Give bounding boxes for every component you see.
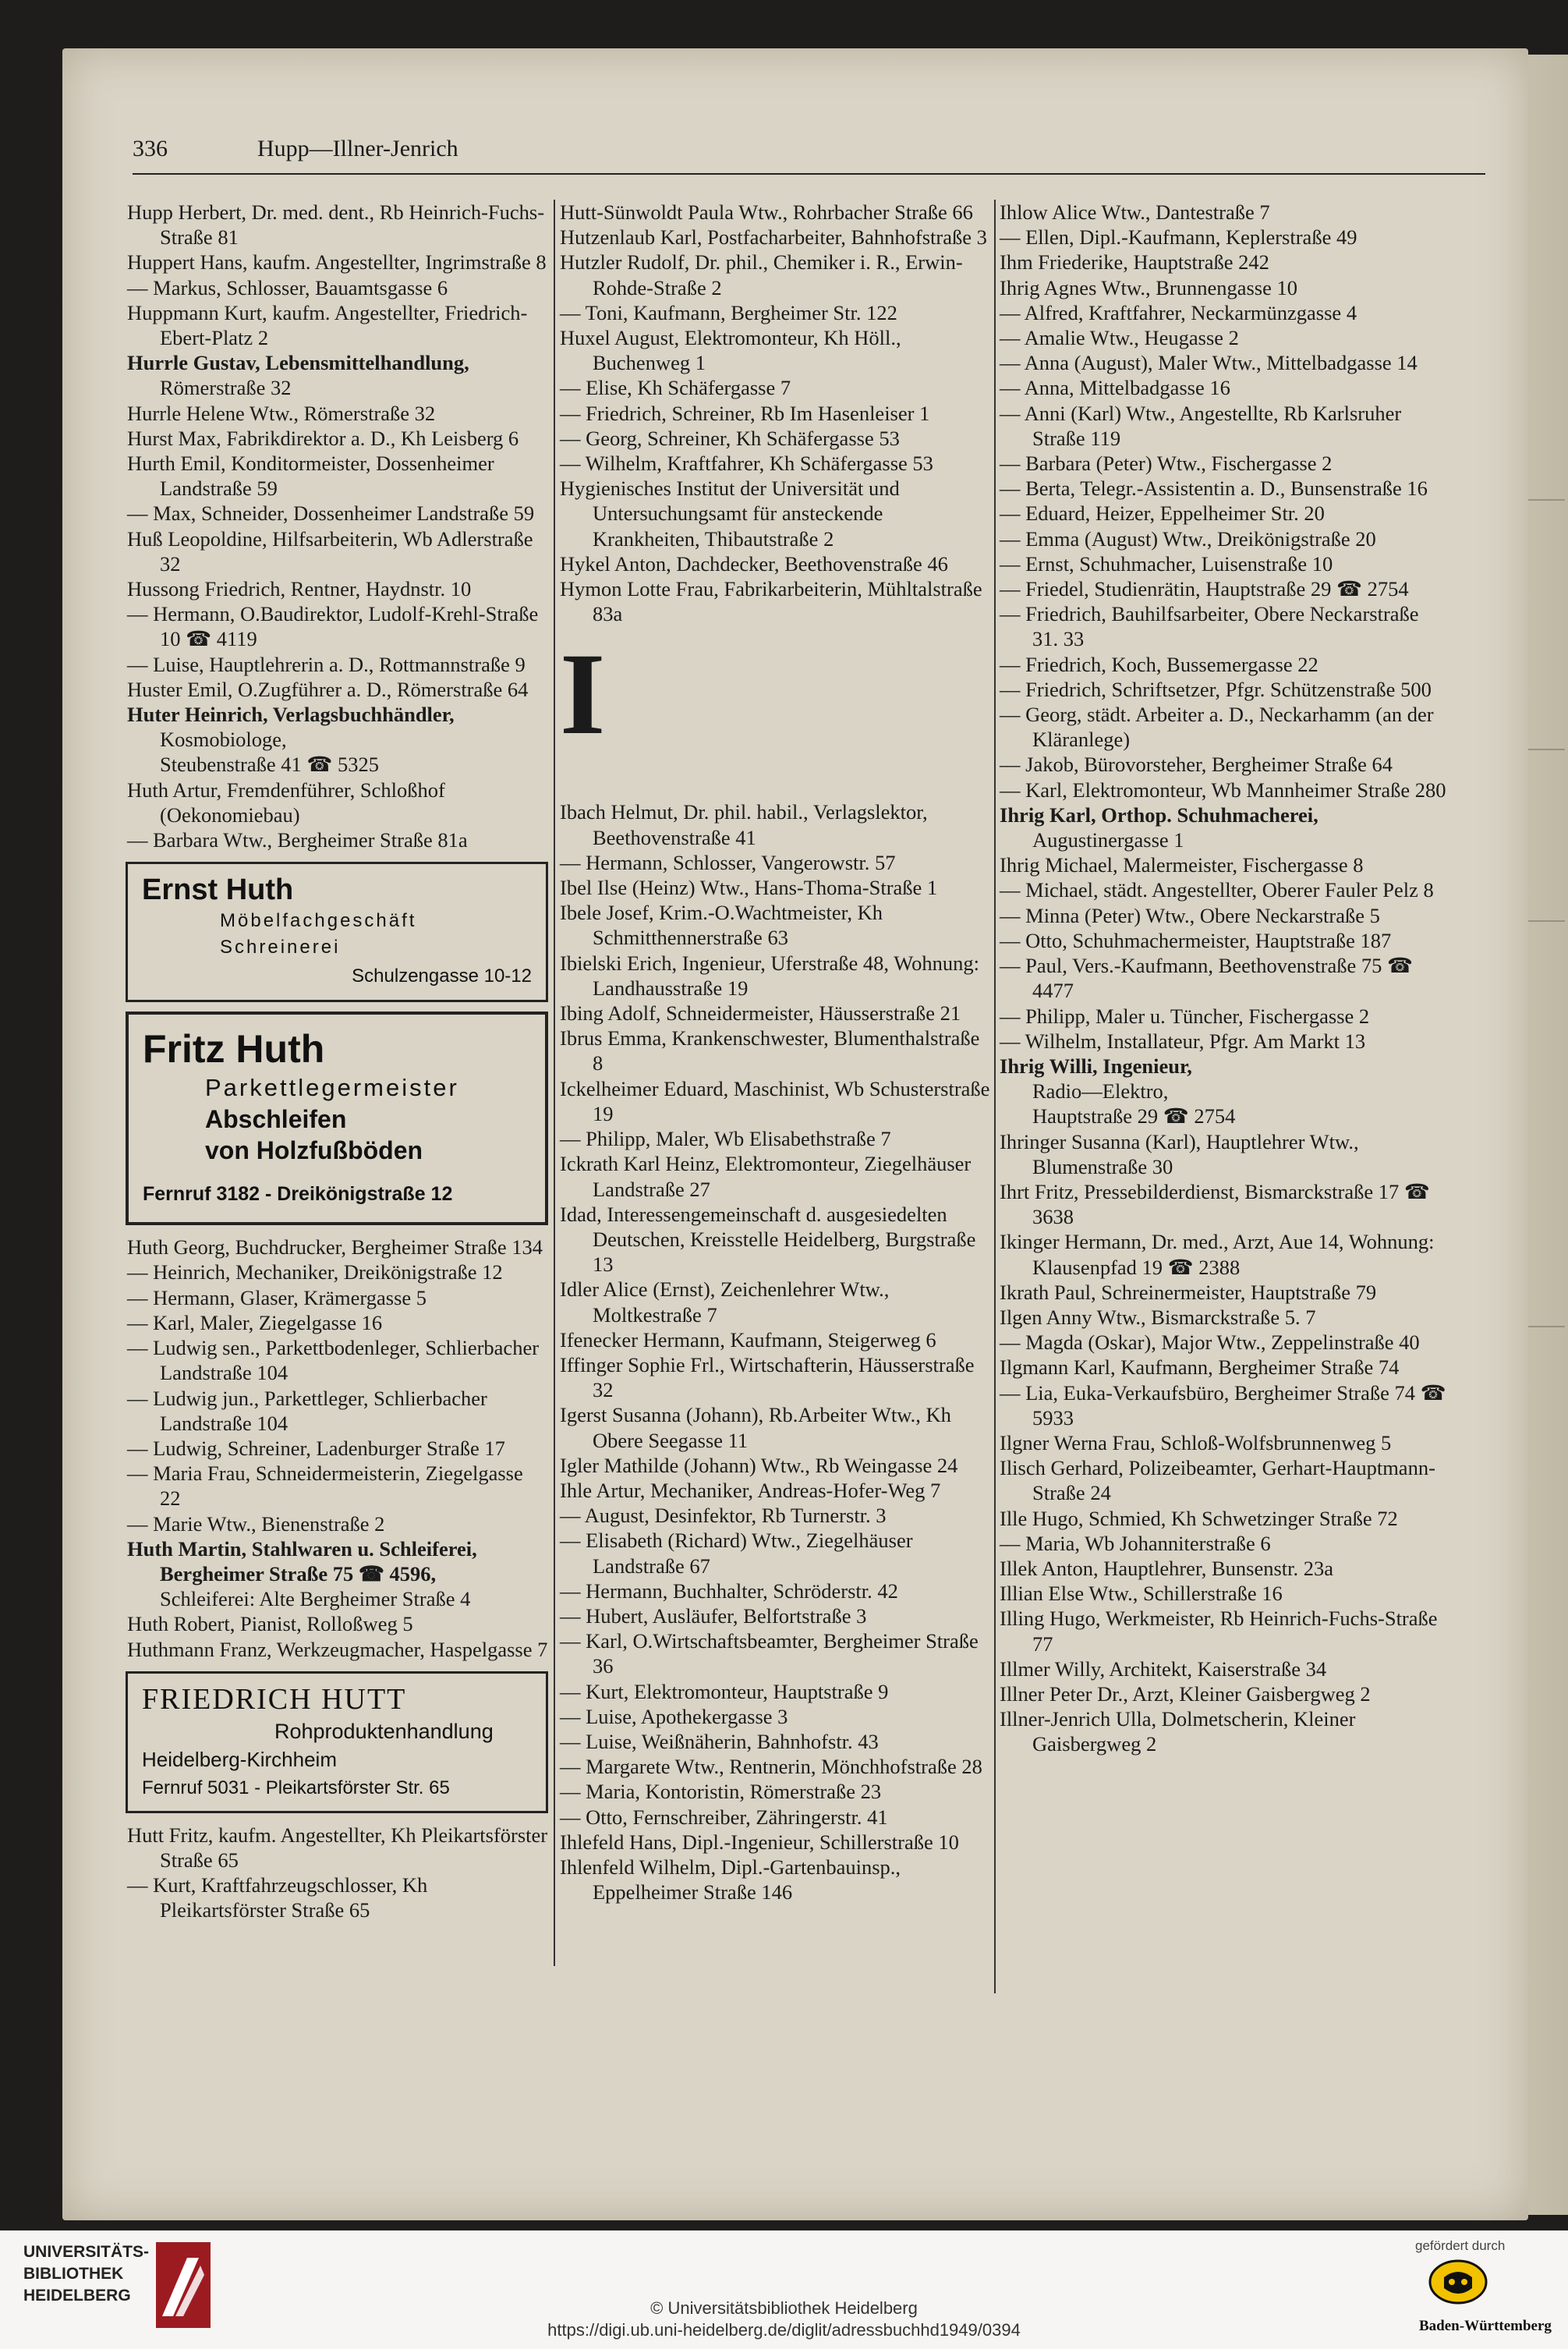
directory-entry: — Ernst, Schuhmacher, Luisenstraße 10 [1000, 551, 1333, 576]
directory-entry: Ilgmann Karl, Kaufmann, Bergheimer Straße 74 [1000, 1355, 1400, 1380]
library-name-line: UNIVERSITÄTS- [23, 2243, 150, 2261]
directory-entry: — Marie Wtw., Bienenstraße 2 [127, 1511, 385, 1536]
directory-entry: — Wilhelm, Installateur, Pfgr. Am Markt 13 [1000, 1029, 1366, 1053]
directory-entry: Igerst Susanna (Johann), Rb.Arbeiter Wtw., Kh Obere Seegasse 11 [560, 1403, 951, 1452]
directory-entry: — Georg, Schreiner, Kh Schäfergasse 53 [560, 426, 900, 450]
ad-address: Fernruf 3182 - Dreikönigstraße 12 [143, 1183, 453, 1206]
directory-entry: Hutt Fritz, kaufm. Angestellter, Kh Pleikartsförster Straße 65 [127, 1823, 548, 1872]
directory-entry: Huxel August, Elektromonteur, Kh Höll., Buchenweg 1 [560, 326, 901, 375]
page-header [133, 134, 1485, 175]
directory-entry: — Hermann, Glaser, Krämergasse 5 [127, 1285, 427, 1309]
directory-entry: Hutzenlaub Karl, Postfacharbeiter, Bahnhofstraße 3 [560, 225, 987, 250]
ad-line: Heidelberg-Kirchheim [142, 1747, 337, 1771]
directory-entry: Huthmann Franz, Werkzeugmacher, Haspelgasse 7 [127, 1637, 548, 1661]
directory-entry: — Ludwig sen., Parkettbodenleger, Schlierbacher Landstraße 104 [127, 1336, 540, 1385]
directory-entry: — Luise, Hauptlehrerin a. D., Rottmannstraße 9 [127, 652, 526, 676]
state-name: Baden-Württemberg [1419, 2318, 1552, 2334]
directory-entry: Ickelheimer Eduard, Maschinist, Wb Schusterstraße 19 [560, 1076, 990, 1125]
ad-name: Fritz Huth [143, 1027, 325, 1072]
directory-entry: — August, Desinfektor, Rb Turnerstr. 3 [560, 1504, 887, 1528]
directory-entry: — Luise, Apothekergasse 3 [560, 1704, 788, 1728]
ad-line: Rohproduktenhandlung [274, 1719, 494, 1743]
directory-entry: Huth Martin, Stahlwaren u. Schleiferei, [127, 1536, 477, 1561]
directory-entry: Ihrig Willi, Ingenieur, [1000, 1054, 1192, 1078]
directory-entry: Ibach Helmut, Dr. phil. habil., Verlagslektor, [560, 800, 928, 824]
column-divider [994, 200, 996, 1993]
directory-entry: — Barbara (Peter) Wtw., Fischergasse 2 [1000, 452, 1333, 476]
entry-list [127, 1235, 548, 1661]
directory-entry: — Elise, Kh Schäfergasse 7 [560, 376, 791, 400]
directory-entry: Augustinergasse 1 [1032, 828, 1184, 852]
column-1 [127, 200, 548, 1923]
directory-entry: — Eduard, Heizer, Eppelheimer Str. 20 [1000, 501, 1325, 526]
directory-entry: — Lia, Euka-Verkaufsbüro, Bergheimer Straße 74 ☎ 5933 [1000, 1380, 1446, 1430]
directory-entry: Ibielski Erich, Ingenieur, Uferstraße 48, Wohnung: Landhausstraße 19 [560, 951, 979, 1000]
column-3 [1000, 200, 1448, 1757]
directory-entry: Ihle Artur, Mechaniker, Andreas-Hofer-Weg 7 [560, 1478, 941, 1502]
directory-entry: — Kurt, Kraftfahrzeugschlosser, Kh Pleikartsförster Straße 65 [127, 1873, 428, 1922]
directory-entry: — Friedrich, Schriftsetzer, Pfgr. Schützenstraße 500 [1000, 677, 1432, 701]
directory-entry: Hykel Anton, Dachdecker, Beethovenstraße 46 [560, 551, 948, 576]
directory-entry: Illner-Jenrich Ulla, Dolmetscherin, Kleiner Gaisbergweg 2 [1000, 1707, 1356, 1756]
directory-entry: Ilgner Werna Frau, Schloß-Wolfsbrunnenweg 5 [1000, 1430, 1392, 1454]
directory-entry: Ikinger Hermann, Dr. med., Arzt, Aue 14, Wohnung: Klausenpfad 19 ☎ 2388 [1000, 1230, 1435, 1279]
advertisement-ernst-huth [126, 862, 548, 1002]
directory-entry: Ille Hugo, Schmied, Kh Schwetzinger Straße 72 [1000, 1506, 1398, 1530]
directory-entry: — Ellen, Dipl.-Kaufmann, Keplerstraße 49 [1000, 225, 1357, 250]
directory-entry: — Georg, städt. Arbeiter a. D., Neckarhamm (an der Kläranlege) [1000, 703, 1434, 752]
directory-entry: — Friedel, Studienrätin, Hauptstraße 29 ☎ 2754 [1000, 577, 1409, 601]
entry-list [560, 200, 991, 626]
directory-entry: Ifenecker Hermann, Kaufmann, Steigerweg 6 [560, 1327, 936, 1352]
column-divider [554, 200, 555, 1966]
directory-entry: Idler Alice (Ernst), Zeichenlehrer Wtw., Moltkestraße 7 [560, 1277, 890, 1327]
directory-entry: — Philipp, Maler, Wb Elisabethstraße 7 [560, 1127, 891, 1151]
directory-entry: — Jakob, Bürovorsteher, Bergheimer Straße 64 [1000, 753, 1393, 777]
directory-entry: Huth Artur, Fremdenführer, Schloßhof (Oekonomiebau) [127, 778, 445, 827]
directory-entry: — Maria, Kontoristin, Römerstraße 23 [560, 1780, 882, 1804]
directory-entry: Ihlow Alice Wtw., Dantestraße 7 [1000, 200, 1270, 224]
source-url[interactable]: https://digi.ub.uni-heidelberg.de/diglit/adressbuchhd1949/0394 [547, 2320, 1021, 2340]
library-name-line: HEIDELBERG [23, 2287, 131, 2305]
directory-entry: Hurrle Helene Wtw., Römerstraße 32 [127, 401, 436, 425]
directory-entry: Huß Leopoldine, Hilfsarbeiterin, Wb Adlerstraße 32 [127, 526, 533, 576]
state-coat-of-arms-icon [1427, 2259, 1489, 2305]
directory-entry: — Philipp, Maler u. Tüncher, Fischergasse 2 [1000, 1004, 1370, 1028]
directory-entry: Ihrig Agnes Wtw., Brunnengasse 10 [1000, 275, 1297, 299]
directory-entry: Steubenstraße 41 ☎ 5325 [160, 753, 380, 777]
directory-entry: — Margarete Wtw., Rentnerin, Mönchhofstraße 28 [560, 1755, 982, 1779]
directory-entry: — Hermann, O.Baudirektor, Ludolf-Krehl-Straße 10 ☎ 4119 [127, 602, 539, 651]
directory-entry: Ibel Ilse (Heinz) Wtw., Hans-Thoma-Straße 1 [560, 876, 938, 900]
directory-entry: — Anni (Karl) Wtw., Angestellte, Rb Karlsruher Straße 119 [1000, 401, 1402, 450]
directory-entry: — Friedrich, Schreiner, Rb Im Hasenleiser 1 [560, 401, 930, 425]
directory-entry: — Alfred, Kraftfahrer, Neckarmünzgasse 4 [1000, 300, 1357, 324]
directory-entry: Ikrath Paul, Schreinermeister, Hauptstraße 79 [1000, 1280, 1377, 1304]
directory-entry: Ibele Josef, Krim.-O.Wachtmeister, Kh Schmitthennerstraße 63 [560, 901, 883, 950]
funding-note: gefördert durch [1415, 2238, 1506, 2253]
directory-entry: Hussong Friedrich, Rentner, Haydnstr. 10 [127, 577, 472, 601]
directory-entry: — Magda (Oskar), Major Wtw., Zeppelinstraße 40 [1000, 1330, 1420, 1355]
directory-entry: Kosmobiologe, [160, 728, 287, 752]
directory-entry: Hauptstraße 29 ☎ 2754 [1032, 1104, 1236, 1128]
directory-entry: — Karl, Maler, Ziegelgasse 16 [127, 1310, 383, 1334]
directory-entry: — Barbara Wtw., Bergheimer Straße 81a [127, 828, 468, 852]
directory-entry: — Paul, Vers.-Kaufmann, Beethovenstraße 75 ☎ 4477 [1000, 954, 1414, 1003]
directory-entry: — Ludwig jun., Parkettleger, Schlierbacher Landstraße 104 [127, 1386, 487, 1435]
directory-entry: — Ludwig, Schreiner, Ladenburger Straße 17 [127, 1436, 505, 1460]
ad-name: Ernst Huth [142, 873, 294, 907]
ad-line: Parkettlegermeister [205, 1074, 459, 1102]
advertisement-fritz-huth [126, 1012, 548, 1225]
directory-entry: — Friedrich, Koch, Bussemergasse 22 [1000, 652, 1318, 676]
ad-line: Abschleifen [205, 1105, 347, 1134]
directory-entry: Ihringer Susanna (Karl), Hauptlehrer Wtw., Blumenstraße 30 [1000, 1129, 1359, 1178]
directory-entry: Ihrt Fritz, Pressebilderdienst, Bismarckstraße 17 ☎ 3638 [1000, 1179, 1430, 1229]
directory-entry: Radio—Elektro, [1032, 1079, 1169, 1104]
directory-entry: Bergheimer Straße 75 ☎ 4596, [160, 1561, 437, 1585]
directory-entry: — Berta, Telegr.-Assistentin a. D., Bunsenstraße 16 [1000, 477, 1428, 501]
directory-entry: Illner Peter Dr., Arzt, Kleiner Gaisbergweg 2 [1000, 1681, 1371, 1706]
directory-entry: — Hermann, Buchhalter, Schröderstr. 42 [560, 1578, 898, 1603]
directory-entry: Idad, Interessengemeinschaft d. ausgesiedelten Deutschen, Kreisstelle Heidelberg, Burgstraße 13 [560, 1202, 976, 1277]
directory-entry: Hutzler Rudolf, Dr. phil., Chemiker i. R., Erwin-Rohde-Straße 2 [560, 250, 963, 299]
directory-entry: — Anna (August), Maler Wtw., Mittelbadgasse 14 [1000, 351, 1418, 375]
directory-entry: — Maria, Wb Johanniterstraße 6 [1000, 1531, 1271, 1555]
directory-entry: — Michael, städt. Angestellter, Oberer Fauler Pelz 8 [1000, 878, 1434, 902]
ad-address: Fernruf 5031 - Pleikartsförster Str. 65 [142, 1777, 450, 1798]
directory-entry: Hurrle Gustav, Lebensmittelhandlung, [127, 351, 469, 375]
directory-entry: — Otto, Fernschreiber, Zähringerstr. 41 [560, 1805, 888, 1829]
directory-entry: — Toni, Kaufmann, Bergheimer Str. 122 [560, 300, 897, 324]
directory-entry: — Anna, Mittelbadgasse 16 [1000, 376, 1230, 400]
directory-entry: — Elisabeth (Richard) Wtw., Ziegelhäuser Landstraße 67 [560, 1529, 913, 1578]
directory-entry: Huster Emil, O.Zugführer a. D., Römerstraße 64 [127, 677, 529, 701]
directory-entry: — Amalie Wtw., Heugasse 2 [1000, 326, 1239, 350]
directory-entry: Illmer Willy, Architekt, Kaiserstraße 34 [1000, 1656, 1327, 1681]
library-name-line: BIBLIOTHEK [23, 2265, 124, 2283]
directory-entry: Hurth Emil, Konditormeister, Dossenheimer Landstraße 59 [127, 452, 494, 501]
directory-entry: — Heinrich, Mechaniker, Dreikönigstraße 12 [127, 1260, 503, 1284]
section-letter: I [560, 629, 606, 760]
ad-address: Schulzengasse 10-12 [352, 965, 532, 987]
directory-entry: Schleiferei: Alte Bergheimer Straße 4 [160, 1587, 471, 1611]
ad-line: Schreinerei [220, 937, 341, 958]
directory-entry: — Markus, Schlosser, Bauamtsgasse 6 [127, 275, 448, 299]
directory-entry: — Friedrich, Bauhilfsarbeiter, Obere Neckarstraße 31. 33 [1000, 602, 1419, 651]
advertisement-friedrich-hutt [126, 1671, 548, 1813]
directory-entry: Ihrig Karl, Orthop. Schuhmacherei, [1000, 802, 1318, 827]
directory-entry: Hygienisches Institut der Universität und Untersuchungsamt für ansteckende Krankheiten, Thibautstraße 2 [560, 477, 900, 551]
directory-entry: — Hubert, Ausläufer, Belfortstraße 3 [560, 1603, 867, 1628]
directory-entry: Hupp Herbert, Dr. med. dent., Rb Heinrich-Fuchs-Straße 81 [127, 200, 545, 250]
directory-entry: Beethovenstraße 41 [593, 825, 756, 849]
directory-entry: Ilgen Anny Wtw., Bismarckstraße 5. 7 [1000, 1305, 1316, 1329]
directory-entry: — Otto, Schuhmachermeister, Hauptstraße 187 [1000, 928, 1392, 952]
directory-entry: — Karl, Elektromonteur, Wb Mannheimer Straße 280 [1000, 778, 1446, 802]
directory-entry: — Minna (Peter) Wtw., Obere Neckarstraße 5 [1000, 903, 1380, 927]
entry-list [1000, 200, 1448, 1757]
ad-line: von Holzfußböden [205, 1136, 423, 1165]
directory-entry: Huth Robert, Pianist, Rolloßweg 5 [127, 1612, 413, 1636]
directory-entry: Iffinger Sophie Frl., Wirtschafterin, Häusserstraße 32 [560, 1352, 975, 1402]
running-title: Hupp—Illner-Jenrich [257, 136, 458, 161]
directory-entry: Hymon Lotte Frau, Fabrikarbeiterin, Mühltalstraße 83a [560, 577, 982, 626]
directory-entry: Ilisch Gerhard, Polizeibeamter, Gerhart-Hauptmann-Straße 24 [1000, 1456, 1435, 1505]
directory-entry: — Emma (August) Wtw., Dreikönigstraße 20 [1000, 526, 1376, 551]
entry-list [560, 799, 991, 1904]
directory-entry: Ibing Adolf, Schneidermeister, Häusserstraße 21 [560, 1001, 961, 1026]
directory-entry: Illek Anton, Hauptlehrer, Bunsenstr. 23a [1000, 1556, 1334, 1580]
directory-entry: — Max, Schneider, Dossenheimer Landstraße 59 [127, 501, 535, 526]
directory-entry: Ihlefeld Hans, Dipl.-Ingenieur, Schillerstraße 10 [560, 1830, 959, 1854]
directory-entry: Illing Hugo, Werkmeister, Rb Heinrich-Fuchs-Straße 77 [1000, 1607, 1438, 1656]
directory-entry: — Wilhelm, Kraftfahrer, Kh Schäfergasse 53 [560, 452, 933, 476]
directory-entry: Huppert Hans, kaufm. Angestellter, Ingrimstraße 8 [127, 250, 547, 275]
directory-entry: Huter Heinrich, Verlagsbuchhändler, [127, 703, 455, 727]
directory-entry: — Maria Frau, Schneidermeisterin, Ziegelgasse 22 [127, 1461, 523, 1511]
directory-entry: — Kurt, Elektromonteur, Hauptstraße 9 [560, 1679, 889, 1703]
page-number: 336 [133, 136, 168, 161]
directory-entry: Ihm Friederike, Hauptstraße 242 [1000, 250, 1269, 275]
ad-name: FRIEDRICH HUTT [142, 1682, 407, 1716]
directory-entry: Römerstraße 32 [160, 376, 292, 400]
directory-entry: Igler Mathilde (Johann) Wtw., Rb Weingasse 24 [560, 1453, 958, 1477]
directory-entry: Huth Georg, Buchdrucker, Bergheimer Straße 134 [127, 1235, 543, 1260]
directory-entry: Huppmann Kurt, kaufm. Angestellter, Friedrich-Ebert-Platz 2 [127, 300, 528, 350]
directory-entry: Hutt-Sünwoldt Paula Wtw., Rohrbacher Straße 66 [560, 200, 973, 224]
directory-entry: — Karl, O.Wirtschaftsbeamter, Bergheimer Straße 36 [560, 1629, 979, 1678]
copyright: © Universitätsbibliothek Heidelberg [650, 2298, 918, 2318]
directory-entry: Ihrig Michael, Malermeister, Fischergasse 8 [1000, 853, 1364, 877]
entry-list [127, 1823, 548, 1923]
directory-entry: — Hermann, Schlosser, Vangerowstr. 57 [560, 850, 896, 874]
directory-entry: Hurst Max, Fabrikdirektor a. D., Kh Leisberg 6 [127, 426, 519, 450]
ad-line: Möbelfachgeschäft [220, 910, 417, 932]
directory-entry: Ibrus Emma, Krankenschwester, Blumenthalstraße 8 [560, 1026, 980, 1075]
column-2 [560, 200, 991, 1904]
directory-entry: Illian Else Wtw., Schillerstraße 16 [1000, 1582, 1283, 1606]
directory-entry: — Luise, Weißnäherin, Bahnhofstr. 43 [560, 1729, 879, 1753]
entry-list [127, 200, 548, 852]
directory-entry: Ihlenfeld Wilhelm, Dipl.-Gartenbauinsp., Eppelheimer Straße 146 [560, 1855, 901, 1904]
directory-entry: Ickrath Karl Heinz, Elektromonteur, Ziegelhäuser Landstraße 27 [560, 1152, 972, 1201]
